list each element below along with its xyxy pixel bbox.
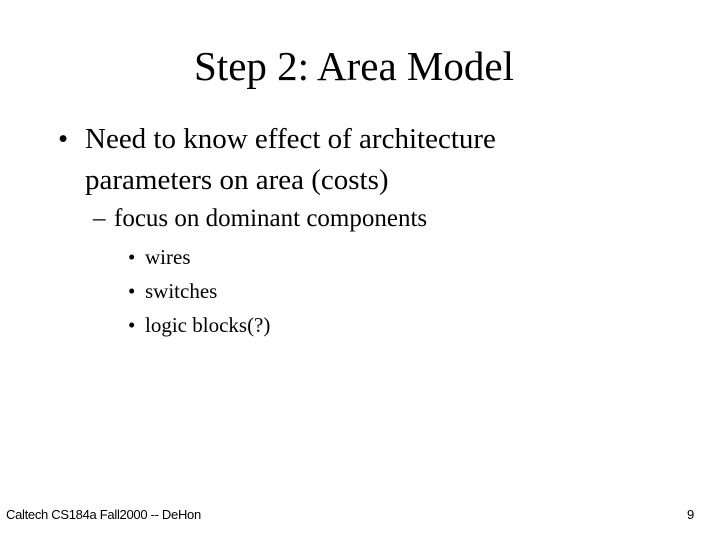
sub-item-wires: wires	[145, 245, 191, 269]
page-number: 9	[687, 507, 694, 522]
bullet-level1-line1: Need to know effect of architecture	[85, 123, 496, 155]
bullet-level2-text: focus on dominant components	[114, 205, 428, 232]
sub-item-marker: •	[128, 245, 136, 269]
sub-item-marker: •	[128, 279, 136, 303]
sub-item-marker: •	[128, 313, 136, 337]
bullet-marker: •	[58, 123, 69, 155]
slide-title: Step 2: Area Model	[194, 43, 514, 89]
sub-item-logic-blocks: logic blocks(?)	[145, 313, 271, 337]
bullet-level1-line2: parameters on area (costs)	[85, 164, 389, 196]
footer-course-label: Caltech CS184a Fall2000 -- DeHon	[6, 507, 201, 522]
sub-item-switches: switches	[145, 279, 218, 303]
bullet-level2-marker: –	[93, 205, 106, 232]
